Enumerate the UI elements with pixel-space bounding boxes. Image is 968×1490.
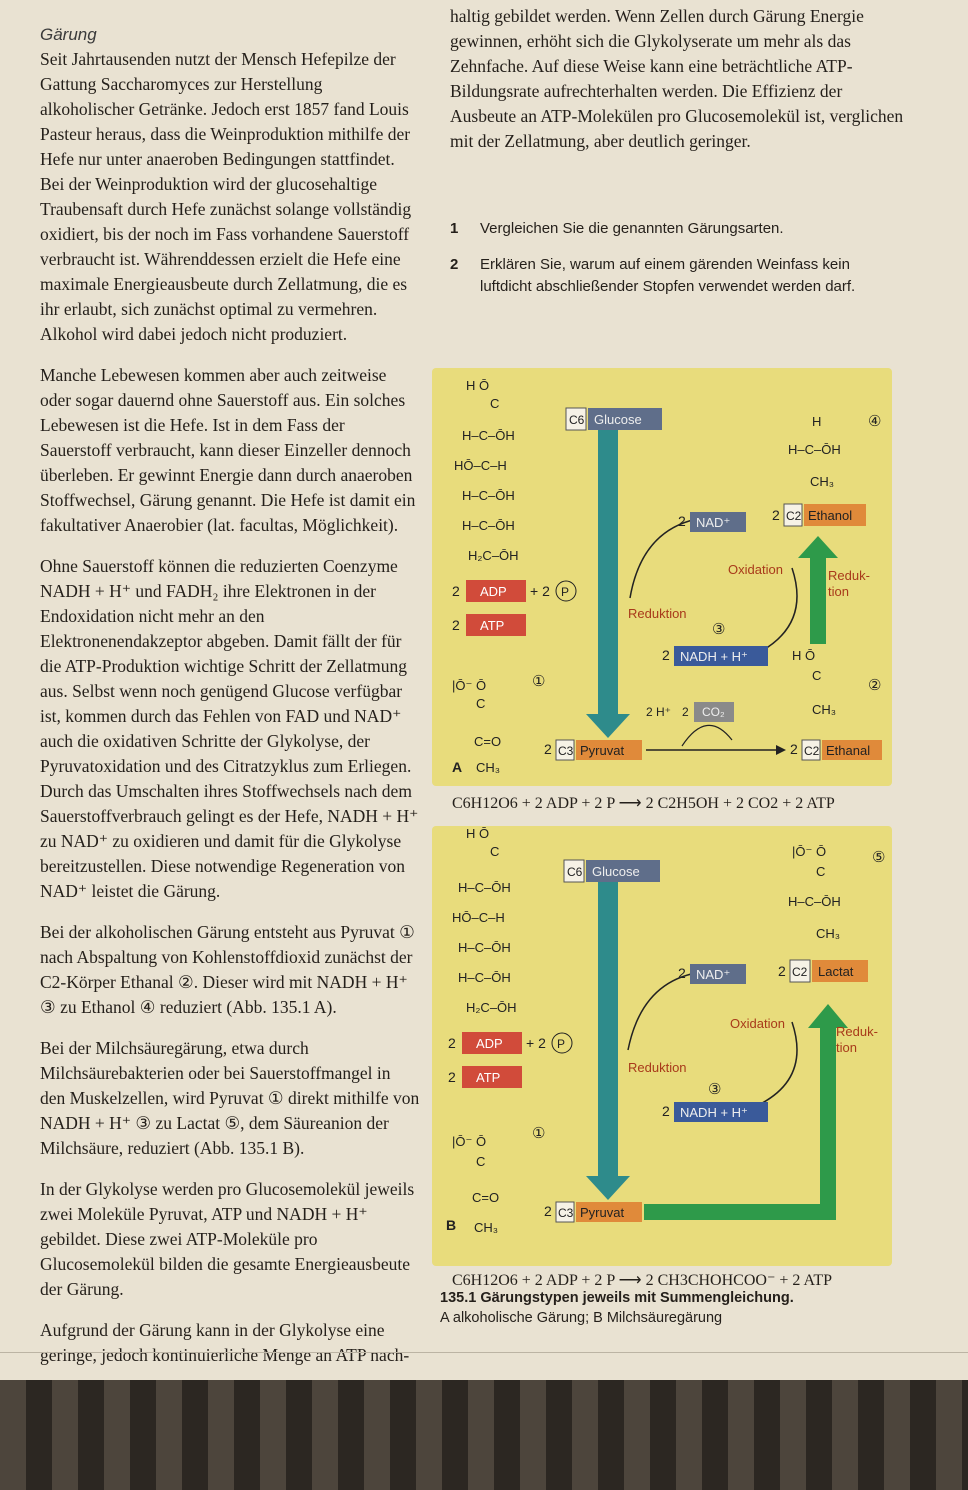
glycolysis-arrowhead: [586, 714, 630, 738]
nadh-count: 2: [662, 647, 670, 663]
svg-text:|Ō⁻ Ō: |Ō⁻ Ō: [452, 678, 487, 693]
reduction-label: Reduktion: [628, 606, 687, 621]
c2-label: C2: [786, 509, 802, 523]
nad-label: NAD⁺: [696, 967, 731, 982]
arrowhead: [776, 745, 786, 755]
svg-text:H–C–ŌH: H–C–ŌH: [462, 518, 515, 533]
ethanol-label: Ethanol: [808, 508, 853, 523]
c3-label: C3: [558, 1206, 574, 1220]
pyruvat-count: 2: [544, 741, 552, 757]
reduction-arrow: [810, 556, 826, 644]
marker-3: ③: [712, 621, 726, 638]
glucose-box: [566, 408, 662, 430]
nadh-label: NADH + H⁺: [680, 1105, 748, 1120]
paragraph-3: Ohne Sauerstoff können die reduzierten Coenzyme NADH + H⁺ und FADH₂ ihre Elektronen in der Endoxidation nicht mehr an den Elektronenendakzeptor abgeben. Damit fällt der für die ATP-Produktion wichtige Schritt der Zellatmung aus. Selbst wenn noch genügend Glucose verfügbar ist, kommen durch das Fehlen von FAD und NAD⁺ auch die oxidativen Schritte der Glykolyse, der Pyruvatoxidation und des Citratzyklus zum Erliegen. Durch das Umschalten ihres Stoffwechsels nach dem Sauerstoffverbrauch gelingt es der Hefe, NADH + H⁺ zu NAD⁺ zu oxidieren und damit für die Glykolyse bereitzustellen. Diese notwendige Regeneration von NAD⁺ leistet die Gärung.: [40, 556, 419, 901]
svg-text:H₂C–ŌH: H₂C–ŌH: [468, 548, 519, 563]
atp-label: ATP: [476, 1070, 501, 1085]
pyruvat-count: 2: [544, 1203, 552, 1219]
reduction-arrowhead: [798, 536, 838, 558]
svg-text:C: C: [476, 696, 486, 711]
glucose-structure: [452, 826, 517, 1015]
paragraph-7: Aufgrund der Gärung kann in der Glykolyse eine geringe, jedoch kontinuierliche Menge an ATP nach-: [40, 1320, 410, 1365]
pyruvate-structure: [452, 1134, 499, 1235]
left-text-column: [40, 22, 420, 1384]
adp-label: ADP: [476, 1036, 503, 1051]
svg-text:H₂C–ŌH: H₂C–ŌH: [466, 1000, 517, 1015]
nad-cycle-right: [752, 568, 797, 656]
marker-5: ⑤: [872, 849, 886, 866]
svg-text:C: C: [490, 396, 500, 411]
svg-text:H Ō: H Ō: [792, 648, 816, 663]
marker-3: ③: [708, 1081, 722, 1098]
lactat-count: 2: [778, 963, 786, 979]
plus-2-label: + 2: [530, 583, 550, 599]
svg-text:C=O: C=O: [474, 734, 502, 749]
svg-text:|Ō⁻ Ō: |Ō⁻ Ō: [452, 1134, 487, 1149]
svg-text:C=O: C=O: [472, 1190, 500, 1205]
svg-text:H–C–ŌH: H–C–ŌH: [462, 428, 515, 443]
protons-label: 2 H⁺: [646, 705, 672, 719]
svg-text:C: C: [812, 668, 822, 683]
glucose-structure: [454, 378, 519, 563]
c6-label: C6: [569, 413, 585, 427]
glycolysis-arrow: [598, 426, 618, 716]
phosphate-label: P: [557, 1037, 566, 1051]
glycolysis-arrow: [598, 878, 618, 1178]
adp-label: ADP: [480, 584, 507, 599]
glucose-label: Glucose: [594, 412, 642, 427]
nadh-count: 2: [662, 1103, 670, 1119]
oxidation-label: Oxidation: [730, 1016, 785, 1031]
paragraph-5: Bei der Milchsäuregärung, etwa durch Milchsäurebakterien oder bei Sauerstoffmangel in den Muskelzellen, wird Pyruvat ① direkt mithilfe von NADH + H⁺ ③ zu Lactat ⑤, dem Säureanion der Milchsäure, reduziert (Abb. 135.1 B).: [40, 1038, 420, 1158]
adp-count: 2: [452, 583, 460, 599]
atp-count: 2: [452, 617, 460, 633]
svg-text:H–C–ŌH: H–C–ŌH: [788, 442, 841, 457]
adp-count: 2: [448, 1035, 456, 1051]
svg-text:C: C: [490, 844, 500, 859]
paragraph-6: In der Glykolyse werden pro Glucosemolekül jeweils zwei Moleküle Pyruvat, ATP und NADH + H⁺ gebildet. Diese zwei ATP-Moleküle pro Glucosemolekül bilden die gesamte Energieausbeute der Gärung.: [40, 1179, 415, 1299]
ethanol-count: 2: [772, 507, 780, 523]
c2-label: C2: [804, 744, 820, 758]
task-text: Vergleichen Sie die genannten Gärungsarten.: [480, 220, 784, 237]
caption-title: 135.1 Gärungstypen jeweils mit Summengleichung.: [440, 1290, 794, 1306]
reduk-label: Reduk-: [836, 1024, 878, 1039]
svg-text:C: C: [816, 864, 826, 879]
svg-text:H–C–ŌH: H–C–ŌH: [458, 940, 511, 955]
paragraph-2: Manche Lebewesen kommen aber auch zeitweise oder sogar dauernd ohne Sauerstoff aus. Ein solches Lebewesen ist die Hefe. Ist in dem Fass der Sauerstoff verbraucht, kann dieser Einzeller dennoch überleben. Er gewinnt Energie dann durch anaeroben Stoffwechsel, Gärung genannt. Die Hefe ist damit ein fakultativer Anaerobier (lat. facultas, Möglichkeit).: [40, 365, 416, 535]
tion-label: tion: [836, 1040, 857, 1055]
sum-equation-b: C6H12O6 + 2 ADP + 2 P ⟶ 2 CH3CHOHCOO⁻ + 2 ATP: [452, 1272, 832, 1289]
co2-release-arrow: [682, 725, 732, 746]
svg-text:H–C–ŌH: H–C–ŌH: [462, 488, 515, 503]
right-paragraph: haltig gebildet werden. Wenn Zellen durch Gärung Energie gewinnen, erhöht sich die Glykolyserate um mehr als das Zehnfache. Auf diese Weise kann eine beträchtliche ATP-Bildungsrate aufrechterhalten werden. Die Effizienz der Ausbeute an ATP-Molekülen pro Glucosemolekül ist, verglichen mit der Zellatmung, aber deutlich geringer.: [450, 6, 904, 151]
lactat-structure: [788, 844, 841, 941]
footer-divider: [0, 1352, 968, 1353]
nad-count: 2: [678, 965, 686, 981]
svg-text:H–C–ŌH: H–C–ŌH: [788, 894, 841, 909]
glucose-label: Glucose: [592, 864, 640, 879]
glycolysis-arrowhead: [586, 1176, 630, 1200]
svg-text:H Ō: H Ō: [466, 826, 490, 841]
paragraph-4: Bei der alkoholischen Gärung entsteht aus Pyruvat ① nach Abspaltung von Kohlenstoffdioxid zunächst der C2-Körper Ethanal ②. Dieser wird mit NADH + H⁺ ③ zu Ethanol ④ reduziert (Abb. 135.1 A).: [40, 922, 415, 1017]
marker-4: ④: [868, 413, 882, 430]
co2-count: 2: [682, 705, 689, 719]
plus-2-label: + 2: [526, 1035, 546, 1051]
c6-label: C6: [567, 865, 583, 879]
task-list: [450, 218, 890, 312]
figure-panel-b: [432, 826, 892, 1266]
atp-count: 2: [448, 1069, 456, 1085]
figure-panel-a: [432, 368, 892, 786]
atp-label: ATP: [480, 618, 505, 633]
lactic-fermentation-diagram: [432, 826, 892, 1266]
reduction-label: Reduktion: [628, 1060, 687, 1075]
svg-text:H–C–ŌH: H–C–ŌH: [458, 970, 511, 985]
task-number: 1: [450, 220, 459, 237]
svg-text:H–C–ŌH: H–C–ŌH: [458, 880, 511, 895]
svg-text:HŌ–C–H: HŌ–C–H: [454, 458, 507, 473]
nad-count: 2: [678, 513, 686, 529]
c3-label: C3: [558, 744, 574, 758]
svg-text:H: H: [812, 414, 822, 429]
svg-text:|Ō⁻ Ō: |Ō⁻ Ō: [792, 844, 827, 859]
svg-text:CH₃: CH₃: [810, 474, 835, 489]
marker-1: ①: [532, 1125, 546, 1142]
svg-text:C: C: [476, 1154, 486, 1169]
nadh-label: NADH + H⁺: [680, 649, 748, 664]
ethanol-structure: [788, 414, 841, 489]
nad-label: NAD⁺: [696, 515, 731, 530]
background-fabric: [0, 1380, 968, 1490]
oxidation-label: Oxidation: [728, 562, 783, 577]
svg-text:H Ō: H Ō: [466, 378, 490, 393]
svg-text:CH₃: CH₃: [476, 760, 501, 775]
caption-sub: A alkoholische Gärung; B Milchsäuregärung: [440, 1310, 723, 1326]
pyruvat-label: Pyruvat: [580, 1205, 625, 1220]
sum-equation-a: C6H12O6 + 2 ADP + 2 P ⟶ 2 C2H5OH + 2 CO2 + 2 ATP: [452, 795, 835, 812]
task-item: [450, 254, 890, 298]
ethanal-label: Ethanal: [826, 743, 871, 758]
c2-label: C2: [792, 965, 808, 979]
reduk-label: Reduk-: [828, 568, 870, 583]
co2-label: CO₂: [702, 705, 725, 719]
task-item: [450, 218, 890, 240]
nad-cycle-right: [752, 1022, 797, 1108]
right-text-column: [450, 4, 910, 154]
pyruvat-label: Pyruvat: [580, 743, 625, 758]
paragraph-1: Seit Jahrtausenden nutzt der Mensch Hefepilze der Gattung Saccharomyces zur Herstellung alkoholischer Getränke. Jedoch erst 1857 fand Louis Pasteur heraus, dass die Weinproduktion mithilfe der Hefe nur unter anaeroben Bedingungen stattfindet. Bei der Weinproduktion wird der glucosehaltige Traubensaft durch Hefe zunächst solange vollständig oxidiert, bis der noch im Fass vorhandene Sauerstoff verbraucht ist. Währenddessen erzielt die Hefe eine maximale Energieausbeute durch Zellatmung, die es ihr erlaubt, sich zunächst optimal zu vermehren. Alkohol wird dabei jedoch nicht produziert.: [40, 49, 412, 344]
alcoholic-fermentation-diagram: [432, 368, 892, 786]
panel-a-label: A: [452, 759, 463, 775]
svg-text:CH₃: CH₃: [474, 1220, 499, 1235]
task-text: Erklären Sie, warum auf einem gärenden Weinfass kein luftdicht abschließender Stopfen verwendet werden darf.: [480, 256, 856, 295]
svg-text:CH₃: CH₃: [816, 926, 841, 941]
lactat-label: Lactat: [818, 964, 854, 979]
phosphate-label: P: [561, 585, 570, 599]
marker-1: ①: [532, 673, 546, 690]
svg-text:CH₃: CH₃: [812, 702, 837, 717]
svg-text:HŌ–C–H: HŌ–C–H: [452, 910, 505, 925]
section-heading: Gärung: [40, 25, 97, 44]
marker-2: ②: [868, 677, 882, 694]
task-number: 2: [450, 256, 459, 273]
ethanal-structure: [792, 648, 836, 717]
ethanal-count: 2: [790, 741, 798, 757]
tion-label: tion: [828, 584, 849, 599]
figure-caption: [440, 1288, 880, 1328]
panel-b-label: B: [446, 1217, 457, 1233]
